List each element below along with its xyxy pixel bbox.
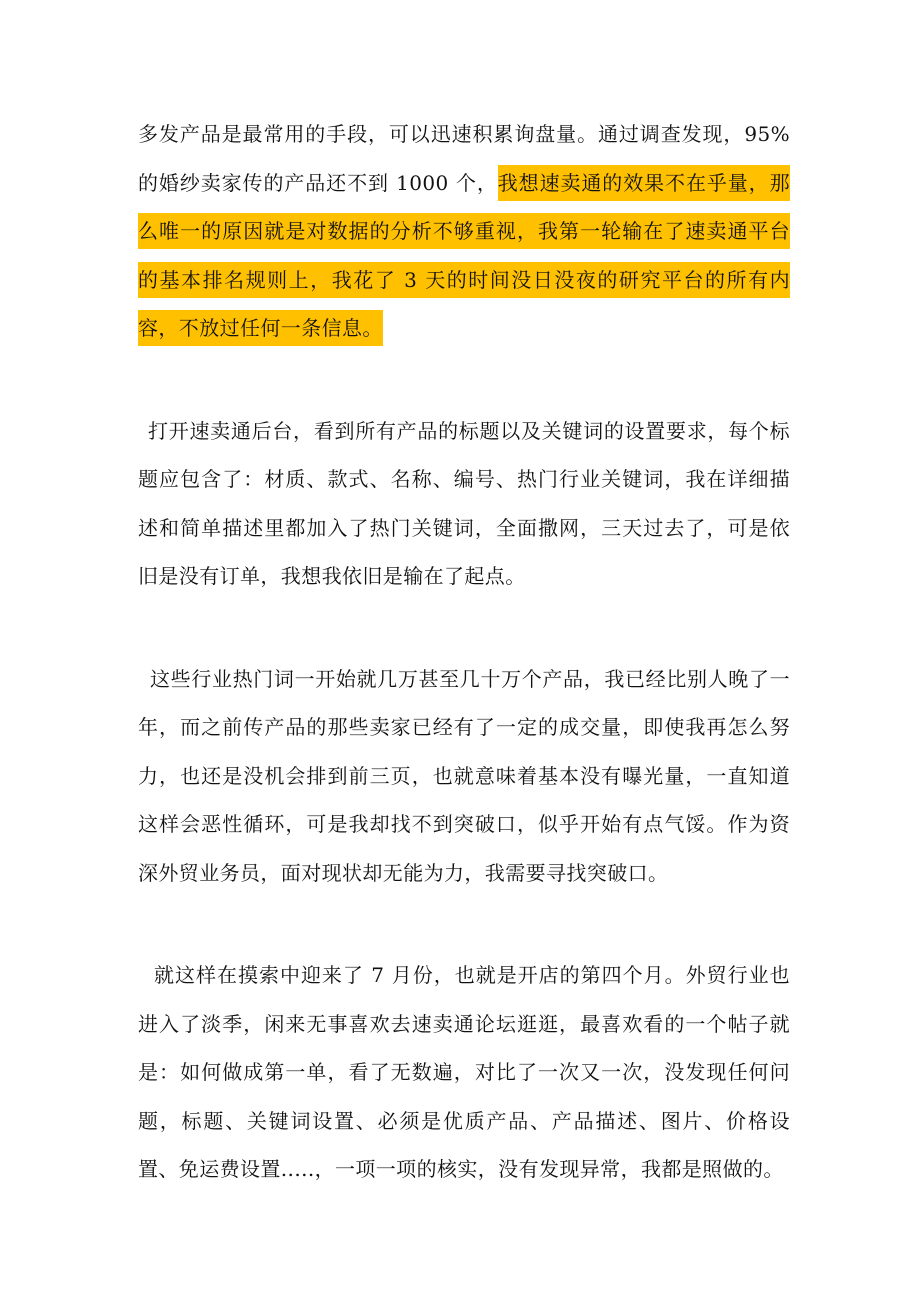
paragraph-2: 打开速卖通后台，看到所有产品的标题以及关键词的设置要求，每个标题应包含了：材质、款式、名称、编号、热门行业关键词，我在详细描述和简单描述里都加入了热门关键词，全面撒网，三天过去了，可是依旧是没有订单，我想我依旧是输在了起点。: [138, 418, 790, 588]
paragraph-4: 就这样在摸索中迎来了 7 月份，也就是开店的第四个月。外贸行业也进入了淡季，闲来无事喜欢去速卖通论坛逛逛，最喜欢看的一个帖子就是：如何做成第一单，看了无数遍，对比了一次又一次，没发现任何问题，标题、关键词设置、必须是优质产品、产品描述、图片、价格设置、免运费设置.....，一项一项的核实，没有发现异常，我都是照做的。: [138, 963, 790, 1181]
paragraph-1: [138, 110, 790, 353]
paragraph-1-plain-text: 多发产品是最常用的手段，可以迅速积累询盘量。通过调查发现，95%的婚纱卖家传的产品还不到 1000 个，: [138, 122, 790, 195]
paragraph-3: 这些行业热门词一开始就几万甚至几十万个产品，我已经比别人晚了一年，而之前传产品的那些卖家已经有了一定的成交量，即使我再怎么努力，也还是没机会排到前三页，也就意味着基本没有曝光量，一直知道这样会恶性循环，可是我却找不到突破口，似乎开始有点气馁。作为资深外贸业务员，面对现状却无能为力，我需要寻找突破口。: [138, 666, 790, 885]
highlighted-text: 我想速卖通的效果不在乎量，那么唯一的原因就是对数据的分析不够重视，我第一轮输在了速卖通平台的基本排名规则上，我花了 3 天的时间没日没夜的研究平台的所有内容，不放过任何一条信息。: [138, 165, 790, 347]
document-page: [138, 110, 790, 1248]
